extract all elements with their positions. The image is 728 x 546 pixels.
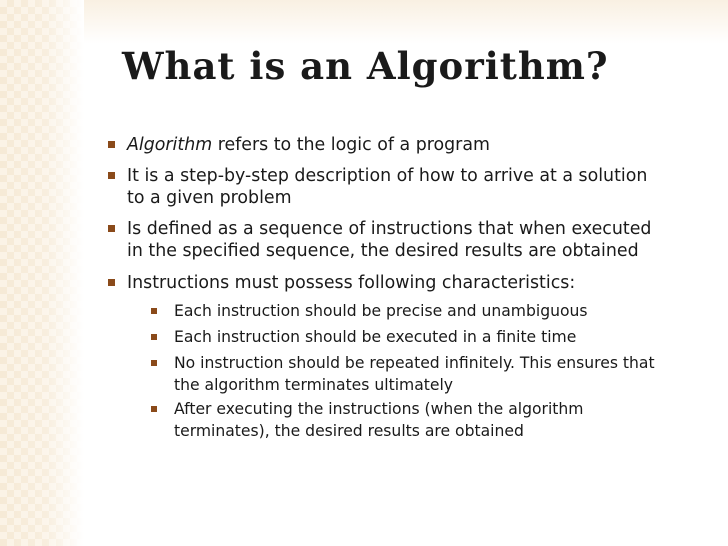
bullet-item-1 bbox=[127, 134, 490, 156]
sub-bullet-item-3 bbox=[174, 352, 655, 396]
bullet-item-3-line-2: in the specified sequence, the desired results are obtained bbox=[127, 241, 639, 261]
bullet-marker bbox=[108, 172, 115, 179]
sub-bullet-item-4-line-1: After executing the instructions (when the algorithm bbox=[174, 400, 584, 418]
sub-bullet-marker bbox=[151, 308, 157, 314]
sub-bullet-marker bbox=[151, 360, 157, 366]
bullet-item-2-line-1: It is a step-by-step description of how to arrive at a solution bbox=[127, 166, 648, 186]
sub-bullet-item-2-line-1: Each instruction should be executed in a finite time bbox=[174, 328, 577, 346]
bullet-item-1-text: refers to the logic of a program bbox=[212, 135, 490, 155]
bullet-item-2 bbox=[127, 165, 647, 209]
sub-bullet-item-3-line-1: No instruction should be repeated infinitely. This ensures that bbox=[174, 354, 655, 372]
sub-bullet-marker bbox=[151, 334, 157, 340]
bullet-item-4-line-1: Instructions must possess following characteristics: bbox=[127, 273, 576, 293]
sub-bullet-item-4 bbox=[174, 398, 584, 442]
sub-bullet-item-2 bbox=[174, 326, 576, 348]
bullet-marker bbox=[108, 225, 115, 232]
slide-title: What is an Algorithm? bbox=[122, 44, 609, 88]
bullet-item-1-term: Algorithm bbox=[127, 135, 213, 155]
sub-bullet-item-4-line-2: terminates), the desired results are obtained bbox=[174, 422, 524, 440]
sub-bullet-item-1 bbox=[174, 300, 588, 322]
bullet-item-3-line-1: Is defined as a sequence of instructions that when executed bbox=[127, 219, 652, 239]
bullet-item-4 bbox=[127, 272, 575, 294]
bullet-item-2-line-2: to a given problem bbox=[127, 188, 292, 208]
sub-bullet-item-3-line-2: the algorithm terminates ultimately bbox=[174, 376, 454, 394]
sub-bullet-marker bbox=[151, 406, 157, 412]
bullet-marker bbox=[108, 141, 115, 148]
bullet-item-3 bbox=[127, 218, 651, 262]
sub-bullet-item-1-line-1: Each instruction should be precise and unambiguous bbox=[174, 302, 588, 320]
bullet-marker bbox=[108, 279, 115, 286]
